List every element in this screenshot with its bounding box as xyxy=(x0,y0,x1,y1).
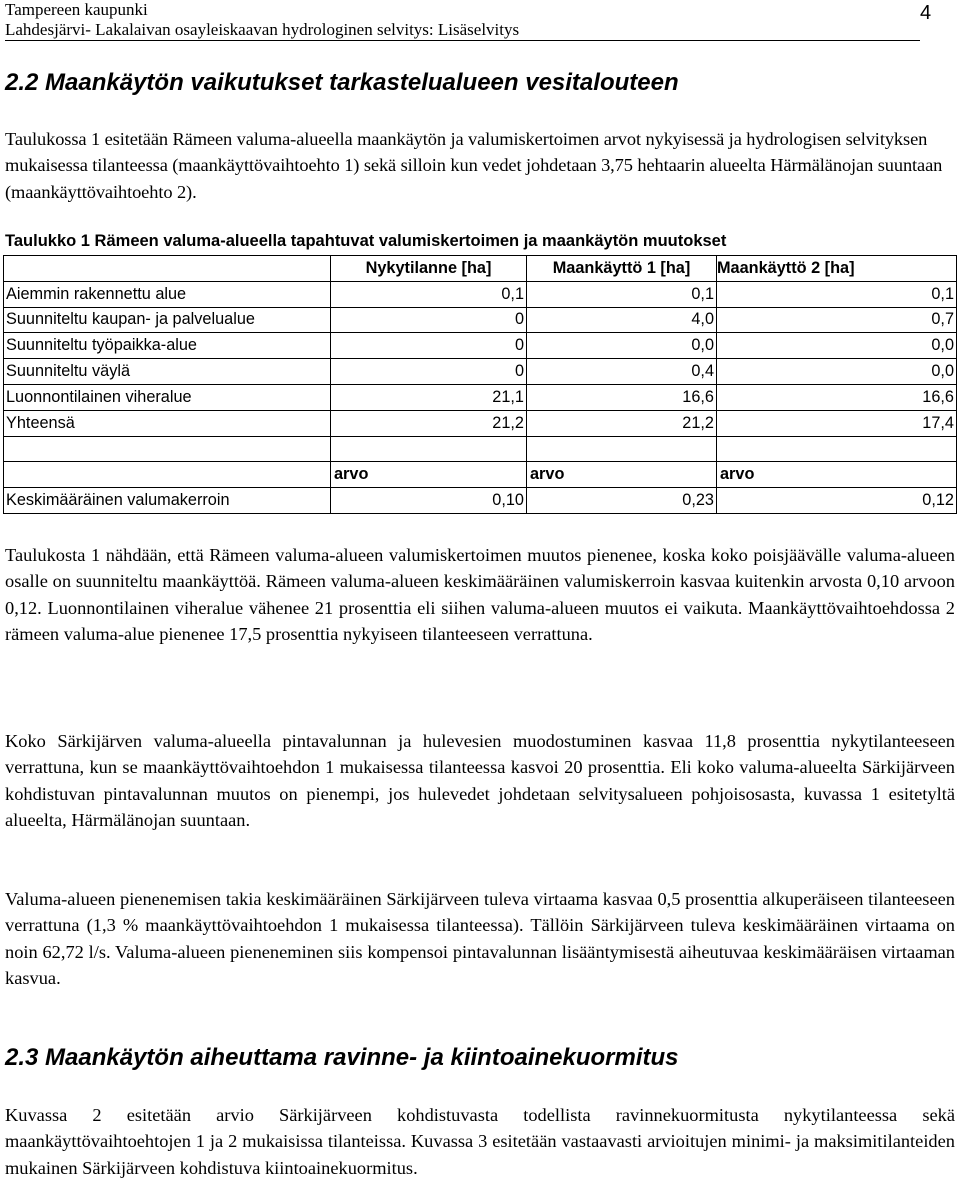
table-subheader-row xyxy=(4,462,957,488)
table-cell: 0,4 xyxy=(527,359,717,385)
page-number: 4 xyxy=(920,2,932,24)
table-row xyxy=(4,410,957,436)
table-cell: 21,1 xyxy=(331,384,527,410)
table-row xyxy=(4,307,957,333)
table-cell: 0,0 xyxy=(527,333,717,359)
table-blank-row xyxy=(4,436,957,462)
table-header-row xyxy=(4,256,957,282)
table-cell xyxy=(717,436,957,462)
table-header-cell: Nykytilanne [ha] xyxy=(331,256,527,282)
section-heading-2-3: 2.3 Maankäytön aiheuttama ravinne- ja kiintoainekuormitus xyxy=(5,1044,679,1071)
table-caption: Taulukko 1 Rämeen valuma-alueella tapahtuvat valumiskertoimen ja maankäytön muutokset xyxy=(5,232,727,250)
intro-paragraph: Taulukossa 1 esitetään Rämeen valuma-alueella maankäytön ja valumiskertoimen arvot nykyisessä ja hydrologisen selvityksen mukaisessa tilanteessa (maankäyttövaihtoehto 1) sekä silloin kun vedet johdetaan 3,75 hehtaarin alueelta Härmälänojan suuntaan (maankäyttövaihtoehto 2). xyxy=(5,129,943,202)
table-cell: Yhteensä xyxy=(4,410,331,436)
table-row xyxy=(4,281,957,307)
table-row xyxy=(4,333,957,359)
table-cell: Suunniteltu työpaikka-alue xyxy=(4,333,331,359)
table-subheader-cell: arvo xyxy=(717,462,957,488)
table-header-cell: Maankäyttö 2 [ha] xyxy=(717,256,957,282)
table-cell: 4,0 xyxy=(527,307,717,333)
table-header-cell xyxy=(4,256,331,282)
table-cell: 21,2 xyxy=(331,410,527,436)
table-subheader-cell: arvo xyxy=(527,462,717,488)
table-cell: 0,0 xyxy=(717,359,957,385)
table-cell: 0,1 xyxy=(717,281,957,307)
page-header xyxy=(5,0,920,41)
table-cell xyxy=(4,462,331,488)
table-cell: 21,2 xyxy=(527,410,717,436)
table-cell: Aiemmin rakennettu alue xyxy=(4,281,331,307)
table-header-cell: Maankäyttö 1 [ha] xyxy=(527,256,717,282)
table-cell: 0,12 xyxy=(717,488,957,514)
header-organization: Tampereen kaupunki xyxy=(5,0,148,19)
table-cell: 0,1 xyxy=(527,281,717,307)
section-heading-2-2: 2.2 Maankäytön vaikutukset tarkastelualueen vesitalouteen xyxy=(5,69,679,96)
table-cell: Suunniteltu väylä xyxy=(4,359,331,385)
table-cell: Luonnontilainen viheralue xyxy=(4,384,331,410)
table-cell xyxy=(527,436,717,462)
table-cell xyxy=(331,436,527,462)
table-cell: 0,23 xyxy=(527,488,717,514)
table-cell: 0 xyxy=(331,307,527,333)
table-cell: 16,6 xyxy=(527,384,717,410)
table-cell: 0 xyxy=(331,359,527,385)
header-document-title: Lahdesjärvi- Lakalaivan osayleiskaavan hydrologinen selvitys: Lisäselvitys xyxy=(5,20,520,39)
table-cell: 0,0 xyxy=(717,333,957,359)
paragraph-flow: Valuma-alueen pienenemisen takia keskimääräinen Särkijärveen tuleva virtaama kasvaa 0,5 prosenttia alkuperäiseen tilanteeseen verrattuna (1,3 % maankäyttövaihtoehdon 1 mukaisessa tilanteessa). Tällöin Särkijärveen tuleva keskimääräinen virtaama on noin 62,72 l/s. Valuma-alueen pieneneminen siis kompensoi pintavalunnan lisääntymisestä aiheutuvaa keskimääräisen virtaaman kasvua. xyxy=(5,889,955,988)
paragraph-table-analysis: Taulukosta 1 nähdään, että Rämeen valuma-alueen valumiskertoimen muutos pienenee, koska koko poisjäävälle valuma-alueen osalle on suunniteltu maankäyttöä. Rämeen valuma-alueen keskimääräinen valumiskerroin kasvaa kuitenkin arvosta 0,10 arvoon 0,12. Luonnontilainen viheralue vähenee 21 prosenttia eli siihen valuma-alueen muutos ei vaikuta. Maankäyttövaihtoehdossa 2 rämeen valuma-alue pienenee 17,5 prosenttia nykyiseen tilanteeseen verrattuna. xyxy=(5,545,955,644)
paragraph-runoff: Koko Särkijärven valuma-alueella pintavalunnan ja hulevesien muodostuminen kasvaa 11,8 prosenttia nykytilanteeseen verrattuna, kun se maankäyttövaihtoehdon 1 mukaisessa tilanteessa kasvoi 20 prosenttia. Eli koko valuma-alueelta Särkijärveen kohdistuvan pintavalunnan muutos on pienempi, jos hulevedet johdetaan selvitysalueen pohjoisosasta, kuvassa 1 esitetyltä alueelta, Härmälänojan suuntaan. xyxy=(5,731,955,830)
table-row xyxy=(4,359,957,385)
table-cell: 0,7 xyxy=(717,307,957,333)
paragraph-nutrient-load: Kuvassa 2 esitetään arvio Särkijärveen kohdistuvasta todellista ravinnekuormitusta nykytilanteessa sekä maankäyttövaihtoehtojen 1 ja 2 mukaisissa tilanteissa. Kuvassa 3 esitetään vastaavasti arvioitujen minimi- ja maksimitilanteiden mukainen Särkijärveen kohdistuva kiintoainekuormitus. xyxy=(5,1105,955,1178)
table-cell: 0 xyxy=(331,333,527,359)
table-row xyxy=(4,384,957,410)
table-subheader-cell: arvo xyxy=(331,462,527,488)
table-cell: 16,6 xyxy=(717,384,957,410)
table-cell: 0,1 xyxy=(331,281,527,307)
table-cell: Keskimääräinen valumakerroin xyxy=(4,488,331,514)
table-row-coefficient xyxy=(4,488,957,514)
table-cell: Suunniteltu kaupan- ja palvelualue xyxy=(4,307,331,333)
table-cell: 17,4 xyxy=(717,410,957,436)
table-cell: 0,10 xyxy=(331,488,527,514)
land-use-table xyxy=(3,255,957,514)
table-cell xyxy=(4,436,331,462)
